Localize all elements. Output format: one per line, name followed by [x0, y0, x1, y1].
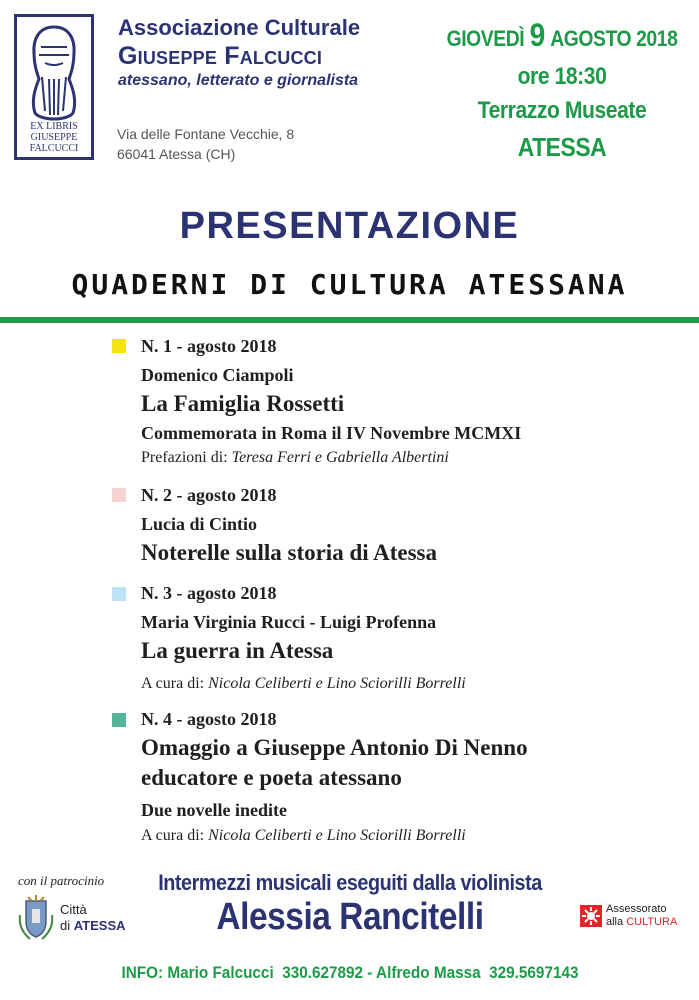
- entry-4-title-line2: educatore e poeta atessano: [141, 765, 402, 790]
- violinist-name: Alessia Rancitelli: [216, 896, 484, 938]
- city-crest-icon: [16, 893, 56, 943]
- entry-2-title: Noterelle sulla storia di Atessa: [141, 540, 437, 565]
- entry-4-number: N. 4 - agosto 2018: [141, 709, 277, 729]
- music-line: Intermezzi musicali eseguiti dalla violinista: [158, 870, 542, 895]
- address-line2: 66041 Atessa (CH): [117, 146, 236, 162]
- entry-3-title: La guerra in Atessa: [141, 638, 334, 663]
- entry-4-credit-label: A cura di:: [141, 827, 205, 844]
- entry-3-author: Maria Virginia Rucci - Luigi Profenna: [141, 612, 437, 632]
- entry-4-subtitle: Due novelle inedite: [141, 800, 287, 820]
- entry-4-credit: [141, 827, 466, 845]
- entry-1-number: N. 1 - agosto 2018: [141, 336, 277, 356]
- entry-1-subtitle: Commemorata in Roma il IV Novembre MCMXI: [141, 423, 522, 443]
- city-logo-line1: Città: [60, 902, 87, 917]
- page-title: PRESENTAZIONE: [179, 205, 520, 247]
- entry-3-bullet: [112, 587, 126, 601]
- green-divider: [0, 317, 699, 323]
- address: [117, 124, 294, 164]
- entry-1-credit-label: Prefazioni di:: [141, 449, 228, 466]
- event-day: 9: [529, 17, 545, 53]
- association-person: Giuseppe Falcucci: [118, 42, 323, 70]
- entry-3-credit-names: Nicola Celiberti e Lino Sciorilli Borrelli: [208, 675, 466, 692]
- city-logo-label: [60, 902, 126, 934]
- page-subtitle: QUADERNI DI CULTURA ATESSANA: [71, 268, 628, 301]
- entry-4-title-line1: Omaggio a Giuseppe Antonio Di Nenno: [141, 735, 528, 760]
- exlibris-line2: GIUSEPPE: [30, 132, 78, 143]
- assessorato-prefix: alla: [606, 916, 624, 928]
- association-description: atessano, letterato e giornalista: [118, 72, 359, 89]
- assessorato-line1: Assessorato: [606, 903, 667, 915]
- entry-2-bullet: [112, 488, 126, 502]
- entry-4-bullet: [112, 713, 126, 727]
- entry-1-credit: [141, 449, 449, 467]
- entry-1-author: Domenico Ciampoli: [141, 365, 294, 385]
- entry-4-credit-names: Nicola Celiberti e Lino Sciorilli Borrelli: [208, 827, 466, 844]
- entry-3-credit: [141, 675, 466, 693]
- info-line: INFO: Mario Falcucci 330.627892 - Alfredo Massa 329.5697143: [121, 963, 579, 982]
- event-city: ATESSA: [517, 132, 607, 162]
- assessorato-label: [606, 903, 677, 929]
- event-place: Terrazzo Museate: [477, 97, 647, 124]
- assessorato-name: CULTURA: [626, 916, 678, 928]
- event-date: [430, 18, 694, 56]
- city-logo-prefix: di: [60, 918, 71, 933]
- entry-3-credit-label: A cura di:: [141, 675, 205, 692]
- entry-1-title: La Famiglia Rossetti: [141, 391, 345, 416]
- entry-2-author: Lucia di Cintio: [141, 514, 258, 534]
- patronage-label: con il patrocinio: [18, 873, 105, 888]
- address-line1: Via delle Fontane Vecchie, 8: [117, 126, 295, 142]
- event-weekday: GIOVEDÌ: [446, 26, 525, 51]
- exlibris-line3: FALCUCCI: [29, 143, 79, 154]
- city-logo-name: ATESSA: [73, 918, 126, 933]
- entry-1-credit-names: Teresa Ferri e Gabriella Albertini: [231, 449, 449, 466]
- entry-3-number: N. 3 - agosto 2018: [141, 583, 277, 603]
- assessorato-logo-icon: [580, 905, 602, 927]
- association-name: Associazione Culturale: [118, 15, 361, 40]
- exlibris-logo: [14, 14, 94, 160]
- entry-2-number: N. 2 - agosto 2018: [141, 485, 277, 505]
- event-month-year: AGOSTO 2018: [550, 26, 678, 51]
- entry-1-bullet: [112, 339, 126, 353]
- event-time: ore 18:30: [517, 63, 607, 90]
- exlibris-line1: EX LIBRIS: [30, 121, 78, 132]
